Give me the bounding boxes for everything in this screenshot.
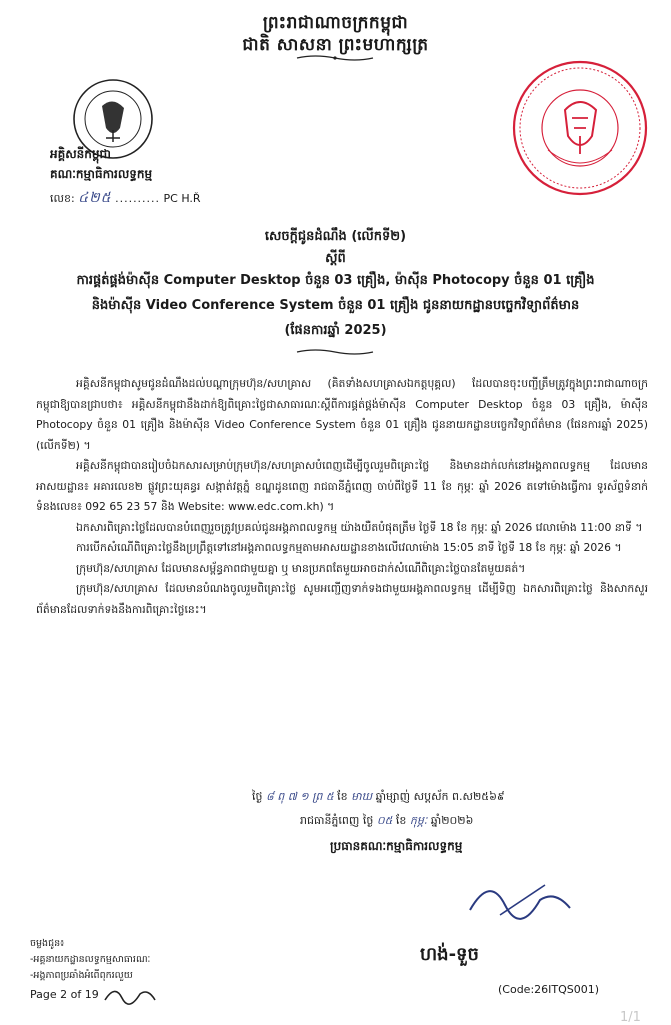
notice-body <box>36 374 648 620</box>
solar-day-handwritten: ០៥ <box>376 814 393 827</box>
page-indicator: Page 2 of 19 <box>30 988 99 1001</box>
notice-subject-line-3: (ផែនការឆ្នាំ 2025) <box>284 323 387 338</box>
paragraph-announcement: អគ្គិសនីកម្ពុជាសូមជូនដំណឹងដល់បណ្ដាក្រុមហ៊ុន/សហគ្រាស (គិតទាំងសហគ្រាសឯកត្តបុគ្គល) ដែលបានចុះបញ្ជីត្រឹមត្រូវក្នុងព្រះរាជាណាចក្រកម្ពុជាឱ្យបានជ្រាបថា៖ អគ្គិសនីកម្ពុជានឹងដាក់ឱ្យពិគ្រោះថ្លៃជាសាធារណៈស្ដីពីការផ្គត់ផ្គង់ម៉ាស៊ីន Computer Desktop ចំនួន 03 គ្រឿង, ម៉ាស៊ីន Photocopy ចំនួន 01 គ្រឿង និងម៉ាស៊ីន Video Conference System ចំនួន 01 គ្រឿង ជូននាយកដ្ឋានបច្ចេកវិទ្យាព័ត៌មាន (ផែនការឆ្នាំ 2025) (លើកទី២) ។ <box>36 377 648 452</box>
lunar-day-handwritten: ៨ ពុ ៧ ១ ព្រ ៥ <box>265 790 334 803</box>
cc-heading: ចម្លងជូន៖ <box>30 938 65 949</box>
notice-title: សេចក្តីជូនដំណឹង (លើកទី២) <box>264 229 407 244</box>
title-ornament <box>295 348 375 356</box>
lunar-date-line: ថ្ងៃ ៨ ពុ ៧ ១ ព្រ ៥ ខែ មាឃ ឆ្នាំម្សាញ់ សប្តស័ក ព.ស២៥៦៩ <box>252 790 505 803</box>
org-name: អគ្គិសនីកម្ពុជា <box>50 147 111 161</box>
committee-name: គណៈកម្មាធិការលទ្ធកម្ម <box>50 167 153 181</box>
notice-subject-line-2: និងម៉ាស៊ីន Video Conference System ចំនួន 01 គ្រឿង ជូននាយកដ្ឋានបច្ចេកវិទ្យាព័ត៌មាន <box>91 298 580 313</box>
signer-name: ហង់-ទួច <box>420 944 479 965</box>
solar-date-line: រាជធានីភ្នំពេញ ថ្ងៃ ០៥ ខែ កុម្ភៈ ឆ្នាំ២០២៦ <box>300 814 474 827</box>
paragraph-affiliation: ក្រុមហ៊ុន/សហគ្រាស ដែលមានសម្ព័ន្ធភាពជាមួយគ្នា ឬ មានប្រភពតែមួយអាចដាក់សំណើពិគ្រោះថ្លៃបានតែមួយគត់។ <box>76 561 526 575</box>
motto: ជាតិ សាសនា ព្រះមហាក្សត្រ <box>242 35 429 55</box>
cc-item: -អគ្គនាយកដ្ឋានលទ្ធកម្មសាធារណៈ <box>30 954 151 965</box>
handwritten-signature <box>460 870 580 930</box>
solar-month-handwritten: កុម្ភៈ <box>409 814 428 827</box>
paragraph-contact: ក្រុមហ៊ុន/សហគ្រាស ដែលមានបំណងចូលរួមពិគ្រោះថ្លៃ សូមអញ្ជើញទាក់ទងជាមួយអង្គភាពលទ្ធកម្ម ដើម្បីទិញ ឯកសារពិគ្រោះថ្លៃ និងសាកសួរព័ត៌មានដែលទាក់ទងនឹងការពិគ្រោះថ្លៃនេះ។ <box>36 582 648 616</box>
viewer-page-counter: 1/1 <box>620 1010 641 1025</box>
lunar-month-handwritten: មាឃ <box>351 790 373 803</box>
initials-signature <box>100 982 160 1006</box>
reference-suffix: PC H.Ř <box>163 192 201 205</box>
notice-subject-line-1: ការផ្គត់ផ្គង់ម៉ាស៊ីន Computer Desktop ចំនួន 03 គ្រឿង, ម៉ាស៊ីន Photocopy ចំនួន 01 គ្រឿង <box>76 273 595 288</box>
paragraph-documents: អគ្គិសនីកម្ពុជាបានរៀបចំឯកសារសម្រាប់ក្រុមហ៊ុន/សហគ្រាសបំពេញដើម្បីចូលរួមពិគ្រោះថ្លៃ និងមានដាក់លក់នៅអង្គភាពលទ្ធកម្ម ដែលមានអាសយដ្ឋាន៖ អគារលេខ២ ផ្លូវព្រះយុគន្ធរ សង្កាត់វត្តភ្នំ ខណ្ឌដូនពេញ រាជធានីភ្នំពេញ ចាប់ពីថ្ងៃទី 11 ខែ កុម្ភៈ ឆ្នាំ 2026 តទៅម៉ោងធ្វើការ ទូរស័ព្ទទំនាក់ទំនងលេខ៖ 092 65 23 57 និង Website: www.edc.com.kh) ។ <box>36 459 648 513</box>
reference-label: លេខ: <box>50 192 75 205</box>
reference-number: ៤២៥ <box>78 190 112 206</box>
cc-item: -អង្គភាពប្រឆាំងអំពើពុករលួយ <box>30 970 133 981</box>
reference-line: លេខ: ៤២៥ .......... PC H.Ř <box>50 190 201 206</box>
cc-block <box>30 936 150 984</box>
signer-title: ប្រធានគណៈកម្មាធិការលទ្ធកម្ម <box>330 839 463 853</box>
ornament-divider <box>295 54 375 62</box>
kingdom-title: ព្រះរាជាណាចក្រកម្ពុជា <box>262 13 409 33</box>
paragraph-deadline: ឯកសារពិគ្រោះថ្លៃដែលបានបំពេញរួចត្រូវប្រគល់ជូនអង្គភាពលទ្ធកម្ម យ៉ាងយឺតបំផុតត្រឹម ថ្ងៃទី 18 ខែ កុម្ភៈ ឆ្នាំ 2026 វេលាម៉ោង 11:00 នាទី ។ <box>76 520 643 534</box>
notice-subject-label: ស្តីពី <box>325 251 346 266</box>
paragraph-opening: ការបើកសំណើពិគ្រោះថ្លៃនឹងប្រព្រឹត្តទៅនៅអង្គភាពលទ្ធកម្មតាមអាសយដ្ឋានខាងលើវេលាម៉ោង 15:05 នាទី ថ្ងៃទី 18 ខែ កុម្ភៈ ឆ្នាំ 2026 ។ <box>76 541 622 554</box>
document-code: (Code:26ITQS001) <box>498 983 600 996</box>
official-red-stamp <box>510 58 650 198</box>
